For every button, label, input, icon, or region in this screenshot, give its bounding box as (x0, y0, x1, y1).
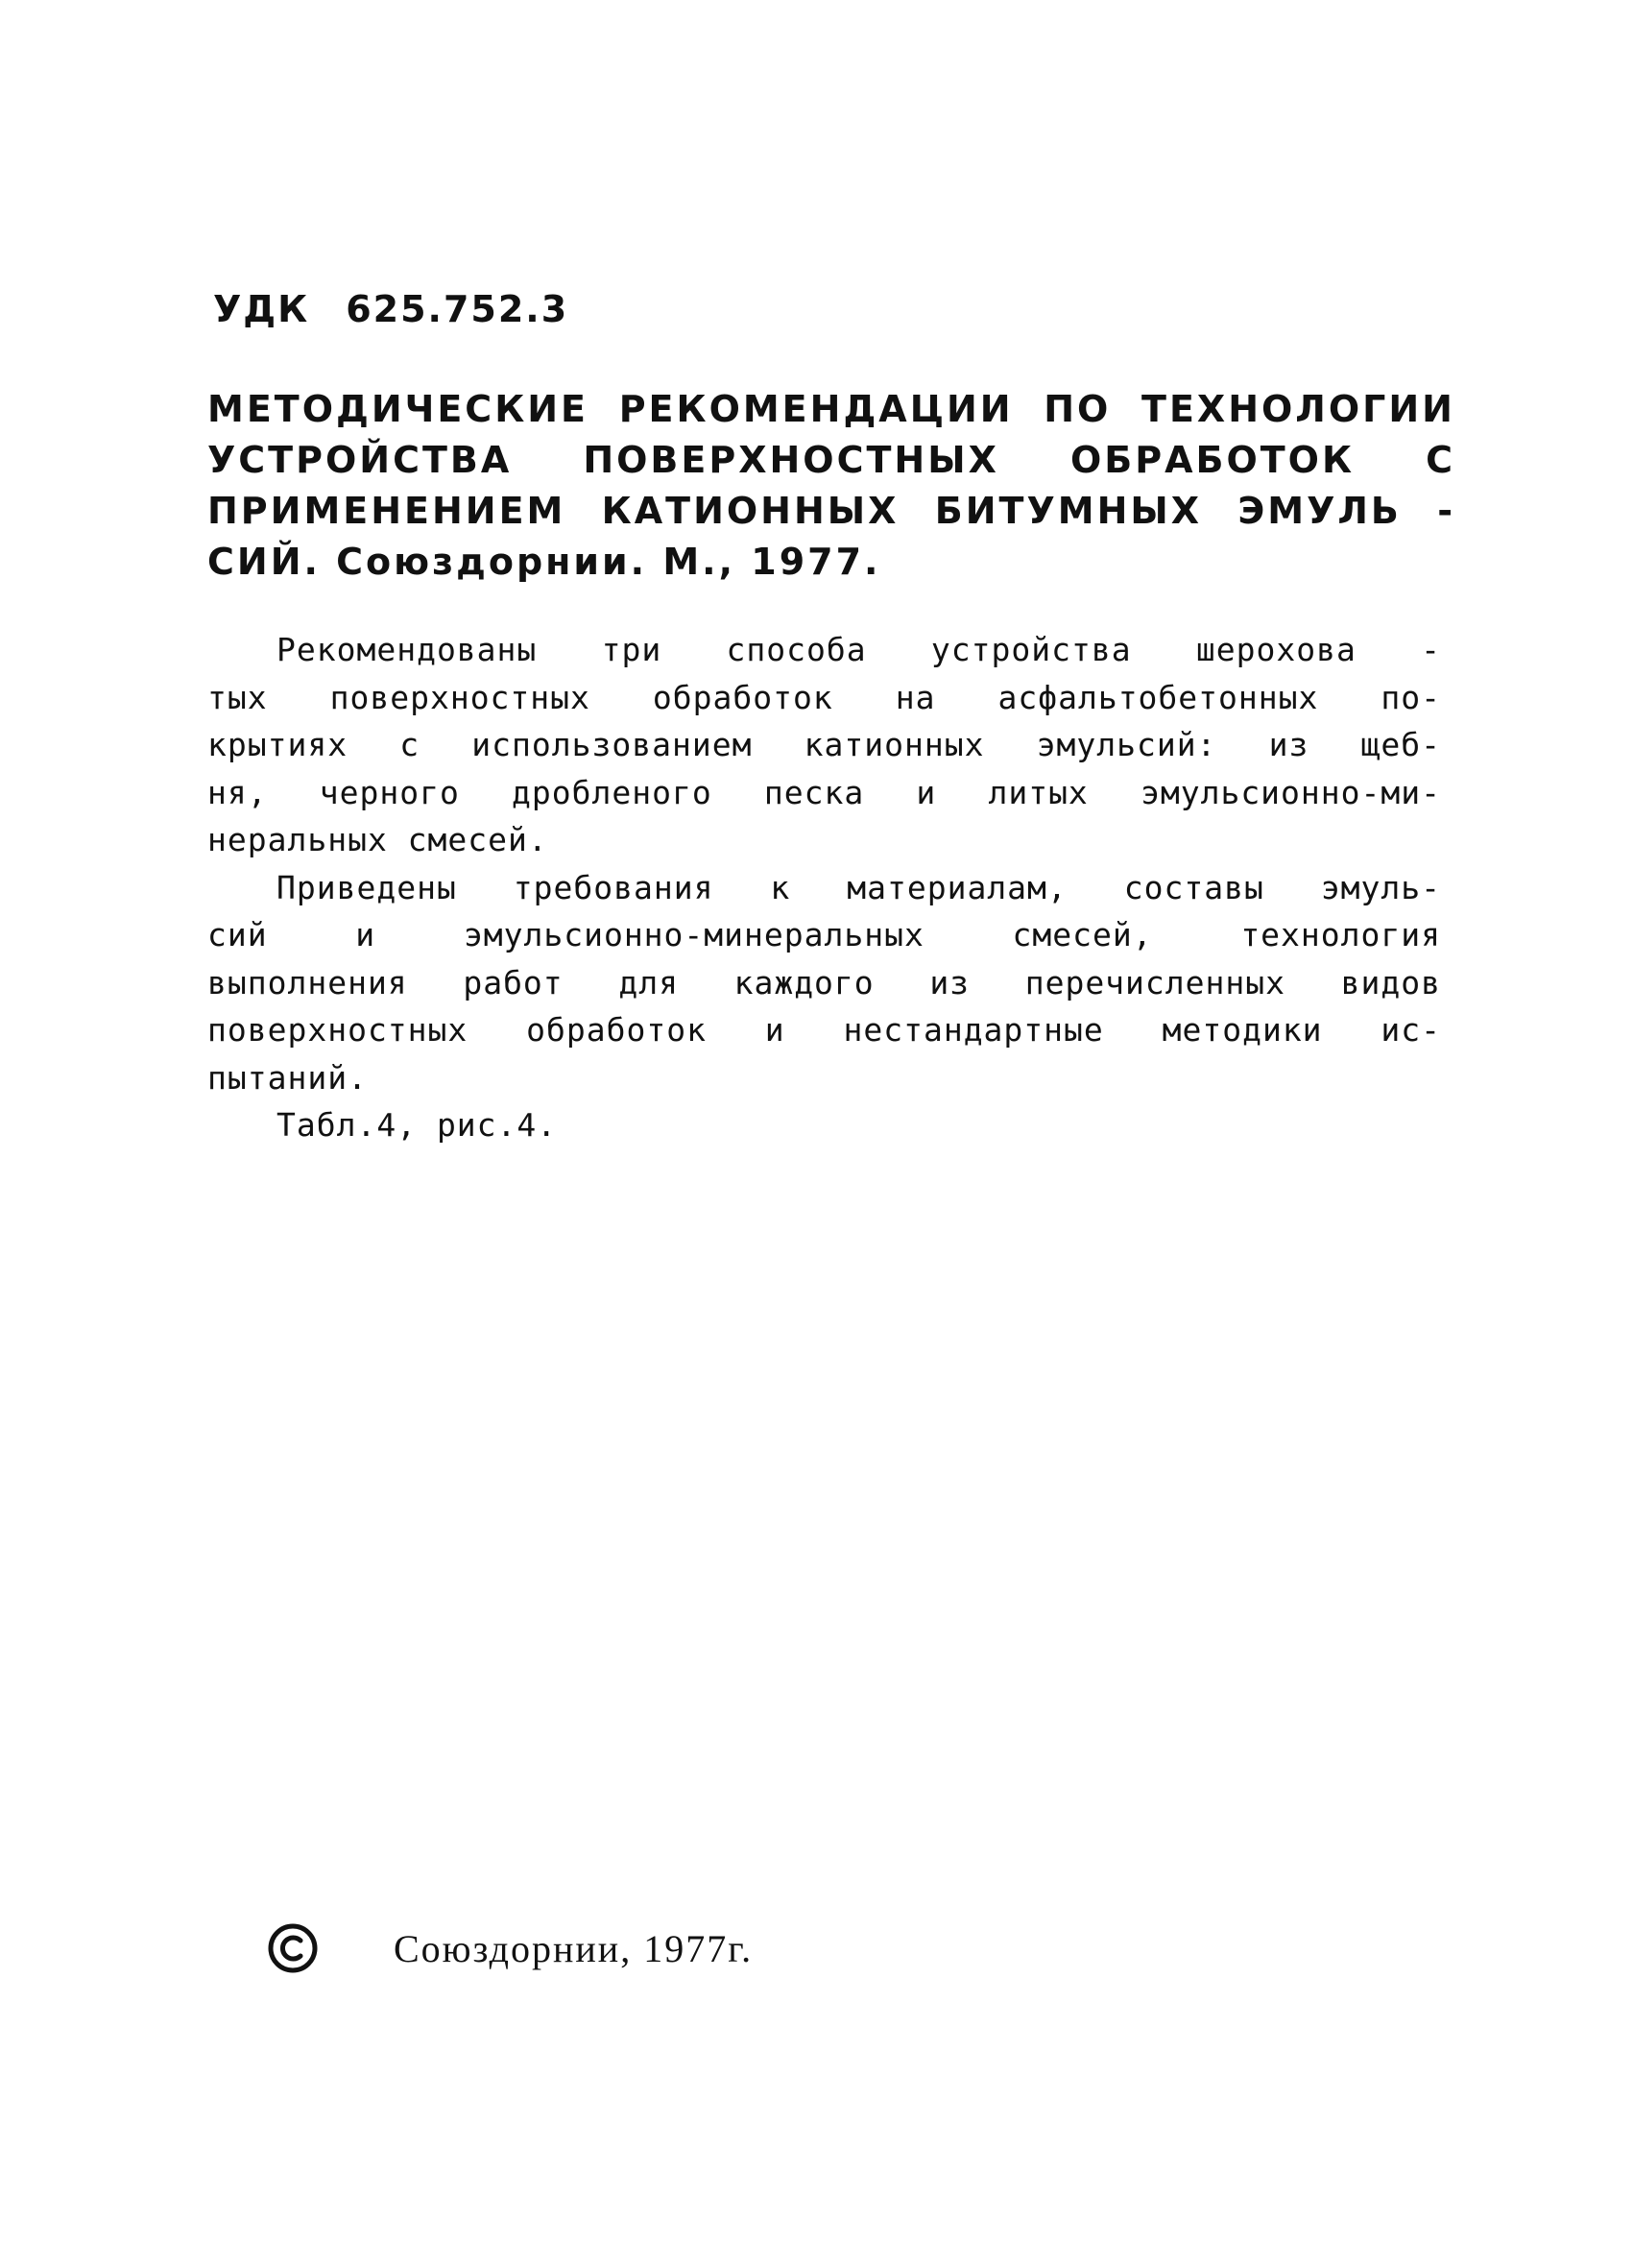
title-line: МЕТОДИЧЕСКИЕ РЕКОМЕНДАЦИИ ПО ТЕХНОЛОГИИ (207, 388, 1455, 430)
abstract-line: Рекомендованы три способа устройства шерохова - (276, 631, 1441, 668)
abstract-line: неральных смесей. (207, 821, 548, 858)
abstract-line: поверхностных обработок и нестандартные методики ис- (207, 1011, 1441, 1049)
abstract-line: Приведены требования к материалам, составы эмуль- (276, 868, 1441, 906)
udk-line (213, 288, 568, 330)
abstract-line: крытиях с использованием катионных эмульсий: из щеб- (207, 726, 1441, 763)
document-title (207, 384, 1455, 588)
title-line: СИЙ. Союздорнии. М., 1977. (207, 541, 881, 583)
copyright-icon (267, 1922, 319, 1974)
copyright-footer (267, 1922, 753, 1974)
udk-label: УДК (213, 288, 310, 330)
copyright-text: Союздорнии, 1977г. (394, 1926, 754, 1970)
tables-figures-note: Табл.4, рис.4. (276, 1106, 558, 1144)
abstract-line: выполнения работ для каждого из перечисленных видов (207, 963, 1441, 1001)
abstract-line: сий и эмульсионно-минеральных смесей, технология (207, 916, 1441, 953)
abstract-line: пытаний. (207, 1058, 368, 1097)
abstract-line: ня, черного дробленого песка и литых эмульсионно-ми- (207, 773, 1441, 811)
abstract (207, 626, 1441, 1149)
title-line: ПРИМЕНЕНИЕМ КАТИОННЫХ БИТУМНЫХ ЭМУЛЬ - (207, 490, 1455, 532)
abstract-line: тых поверхностных обработок на асфальтобетонных по- (207, 678, 1441, 716)
title-line: УСТРОЙСТВА ПОВЕРХНОСТНЫХ ОБРАБОТОК С (207, 439, 1455, 481)
udk-code: 625.752.3 (346, 288, 569, 330)
